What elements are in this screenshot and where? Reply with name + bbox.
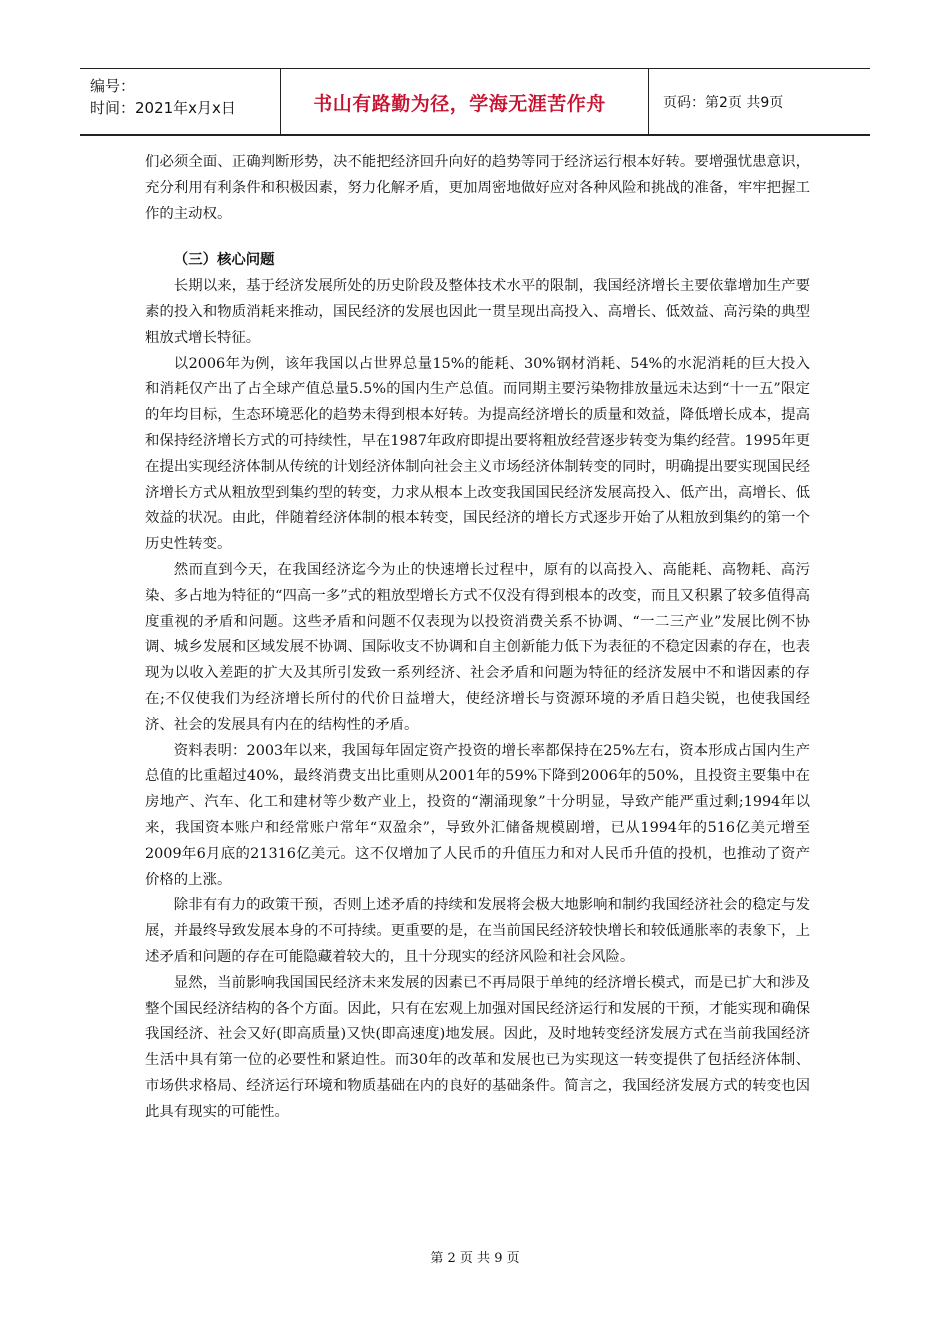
paragraph: 长期以来，基于经济发展所处的历史阶段及整体技术水平的限制，我国经济增长主要依靠增加生产要素的投入和物质消耗来推动，国民经济的发展也因此一贯呈现出高投入、高增长、低效益、高污染的典型粗放式增长特征。 [145, 278, 810, 346]
page-footer: 第 2 页 共 9 页 [430, 1251, 520, 1266]
paragraph: 资料表明：2003年以来，我国每年固定资产投资的增长率都保持在25%左右，资本形成占国内生产总值的比重超过40%，最终消费支出比重则从2001年的59%下降到2006年的50%，且投资主要集中在房地产、汽车、化工和建材等少数产业上，投资的“潮涌现象”十分明显，导致产能严重过剩;1994年以来，我国资本账户和经常账户常年“双盈余”，导致外汇储备规模剧增，已从1994年的516亿美元增至2009年6月底的21316亿美元。这不仅增加了人民币的升值压力和对人民币升值的投机，也推动了资产价格的上涨。 [145, 742, 810, 888]
paragraph: 显然，当前影响我国国民经济未来发展的因素已不再局限于单纯的经济增长模式，而是已扩大和涉及整个国民经济结构的各个方面。因此，只有在宏观上加强对国民经济运行和发展的干预，才能实现和确保我国经济、社会又好(即高质量)又快(即高速度)地发展。因此，及时地转变经济发展方式在当前我国经济生活中具有第一位的必要性和紧迫性。而30年的改革和发展也已为实现这一转变提供了包括经济体制、市场供求格局、经济运行环境和物质基础在内的良好的基础条件。简言之，我国经济发展方式的转变也因此具有现实的可能性。 [145, 974, 810, 1120]
paragraph-continued: 们必须全面、正确判断形势，决不能把经济回升向好的趋势等同于经济运行根本好转。要增强忧患意识，充分利用有利条件和积极因素，努力化解矛盾，更加周密地做好应对各种风险和挑战的准备，牢牢把握工作的主动权。 [145, 154, 810, 222]
header-page-info [649, 69, 870, 135]
document-body [145, 150, 810, 1125]
header-time-label: 时间：2021年x月x日 [90, 99, 236, 117]
section-heading: （三）核心问题 [173, 252, 275, 269]
header-number-label: 编号： [90, 77, 136, 95]
paragraph: 除非有有力的政策干预，否则上述矛盾的持续和发展将会极大地影响和制约我国经济社会的稳定与发展，并最终导致发展本身的不可持续。更重要的是，在当前国民经济较快增长和较低通胀率的表象下，上述矛盾和问题的存在可能隐藏着较大的，且十分现实的经济风险和社会风险。 [145, 897, 810, 965]
header-motto: 书山有路勤为径，学海无涯苦作舟 [313, 92, 606, 115]
header-meta [80, 69, 280, 135]
paragraph: 然而直到今天，在我国经济迄今为止的快速增长过程中，原有的以高投入、高能耗、高物耗、高污染、多占地为特征的“四高一多”式的粗放型增长方式不仅没有得到根本的改变，而且又积累了较多值得高度重视的矛盾和问题。这些矛盾和问题不仅表现为以投资消费关系不协调、“一二三产业”发展比例不协调、城乡发展和区域发展不协调、国际收支不协调和自主创新能力低下为表征的不稳定因素的存在，也表现为以收入差距的扩大及其所引发致一系列经济、社会矛盾和问题为特征的经济发展中不和谐因素的存在;不仅使我们为经济增长所付的代价日益增大，使经济增长与资源环境的矛盾日趋尖锐，也使我国经济、社会的发展具有内在的结构性的矛盾。 [145, 561, 810, 733]
page-header [80, 68, 870, 136]
header-page-info-text: 页码：第2页 共9页 [663, 95, 784, 111]
paragraph: 以2006年为例，该年我国以占世界总量15%的能耗、30%钢材消耗、54%的水泥消耗的巨大投入和消耗仅产出了占全球产值总量5.5%的国内生产总值。而同期主要污染物排放量远未达到“十一五”限定的年均目标，生态环境恶化的趋势未得到根本好转。为提高经济增长的质量和效益，降低增长成本，提高和保持经济增长方式的可持续性，早在1987年政府即提出要将粗放经营逐步转变为集约经营。1995年更在提出实现经济体制从传统的计划经济体制向社会主义市场经济体制转变的同时，明确提出要实现国民经济增长方式从粗放型到集约型的转变，力求从根本上改变我国国民经济发展高投入、低产出，高增长、低效益的状况。由此，伴随着经济体制的根本转变，国民经济的增长方式逐步开始了从粗放到集约的第一个历史性转变。 [145, 355, 810, 553]
